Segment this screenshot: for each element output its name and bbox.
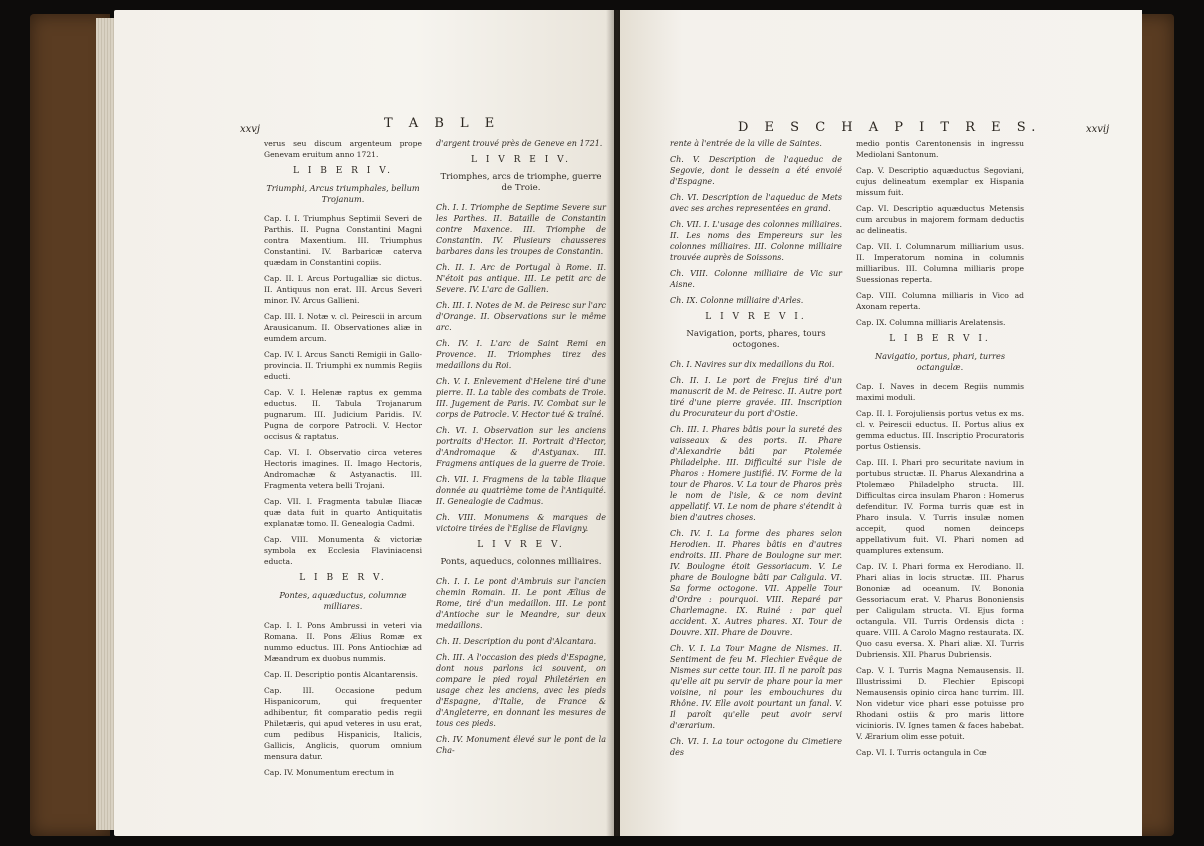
chapter-entry: Ch. III. A l'occasion des pieds d'Espagne, dont nous parlons ici souvent, on compare le pied royal Philetérien en usage chez les anciens, avec les pieds d'Espagne, d'Italie, de France & d'Angleterre, en donnant les mesures de tous ces pieds. (436, 653, 606, 728)
chapter-entry: Ch. II. I. Le port de Frejus tiré d'un manuscrit de M. de Peiresc. II. Autre port tiré d'une pierre gravée. III. Inscription du Procurateur du port d'Ostie. (670, 376, 842, 418)
chapter-entry: Cap. IV. Monumentum erectum in (264, 768, 395, 777)
chapter-entry: Cap. III. I. Notæ v. cl. Peirescii in arcum Arausicanum. II. Observationes aliæ in eumdem arcum. (264, 312, 422, 343)
chapter-entry: Ch. VI. Description de l'aqueduc de Mets avec ses arches representées en grand. (670, 193, 842, 213)
chapter-entry: Cap. VI. Descriptio aquæductus Metensis cum arcubus in majorem formam deductis ac delineatis. (856, 204, 1024, 235)
chapter-entry: Ch. VIII. Colonne milliaire de Vic sur Aisne. (670, 269, 842, 289)
chapter-entry: Ch. VII. I. L'usage des colonnes milliaires. II. Les noms des Empereurs sur les colonnes milliaires. III. Colonne milliaire trouvée auprès de Soissons. (670, 220, 842, 262)
chapter-entry: Ch. III. I. Phares bâtis pour la sureté des vaisseaux & des ports. II. Phare d'Alexandrie bâti par Ptolemée Philadelphe. III. Difficulté sur l'isle de Pharos : Homere justifié. IV. Forme de la tour de Pharos. V. La tour de Pharos près le nom de l'isle, & ce nom devint appellatif. VI. Le nom de phare s'étendit à bien d'autres choses. (670, 425, 842, 522)
chapter-entry: Ch. V. I. Enlevement d'Helene tiré d'une pierre. II. La table des combats de Troie. III. Jugement de Paris. IV. Combat sur le corps de Patrocle. V. Hector tué & traîné. (436, 377, 606, 419)
section-heading: L I V R E V I. (705, 312, 807, 322)
latin-intro: verus seu discum argenteum prope Genevam eruitum anno 1721. (264, 139, 422, 159)
left-french-column (436, 138, 606, 761)
chapter-entry: Cap. VI. I. Observatio circa veteres Hectoris imagines. II. Imago Hectoris, Andromachæ & Astyanactis. III. Fragmenta vetera belli Trojani. (264, 448, 422, 490)
right-running-head: D E S C H A P I T R E S. (738, 120, 1042, 135)
chapter-entry: Cap. II. Descriptio pontis Alcantarensis. (264, 670, 418, 679)
section-heading: L I B E R I V. (293, 166, 393, 176)
chapter-entry: Ch. III. I. Notes de M. de Peiresc sur l'arc d'Orange. II. Observations sur le même arc. (436, 301, 606, 332)
chapter-entry: Ch. I. I. Le pont d'Ambruis sur l'ancien chemin Romain. II. Le pont Ælius de Rome, tiré d'un medaillon. III. Le pont d'Antioche sur le Meandre, sur deux medaillons. (436, 577, 606, 630)
chapter-entry: Cap. I. I. Triumphus Septimii Severi de Parthis. II. Pugna Constantini Magni contra Maxentium. III. Triumphus Constantini. IV. Barbaricæ caterva quædam in Constantini copiis. (264, 214, 422, 267)
chapter-entry: Cap. VIII. Columna milliaris in Vico ad Axonam reperta. (856, 291, 1024, 311)
chapter-entry: Cap. VII. I. Columnarum milliarium usus. II. Imperatorum nomina in columnis milliaribus. III. Columna milliaris prope Suessionas reperta. (856, 242, 1024, 284)
section-heading: L I B E R V I. (889, 334, 991, 344)
chapter-entry: Cap. I. I. Pons Ambrussi in veteri via Romana. II. Pons Ælius Romæ ex nummo eductus. III. Pons Antiochiæ ad Mæandrum ex duobus nummis. (264, 621, 422, 663)
section-subtitle: Triomphes, arcs de triomphe, guerre de Troie. (440, 172, 602, 193)
chapter-entry: Cap. III. Occasione pedum Hispanicorum, qui frequenter adhibentur, fit comparatio pedis regii Philetæris, qui apud veteres in usu erat, cum pedibus Hispanicis, Italicis, Gallicis, Anglicis, quorum omnium mensura datur. (264, 686, 422, 761)
right-latin-column (856, 138, 1024, 763)
chapter-entry: Ch. IV. I. L'arc de Saint Remi en Provence. II. Triomphes tirez des medaillons du Roi. (436, 339, 606, 370)
chapter-entry: Cap. V. I. Helenæ raptus ex gemma eductus. II. Tabula Trojanarum pugnarum. III. Judicium Paridis. IV. Pugna de corpore Patrocli. V. Hector occisus & raptatus. (264, 388, 422, 441)
chapter-entry: Ch. II. I. Arc de Portugal à Rome. II. N'étoit pas antique. III. Le petit arc de Severe. IV. L'arc de Gallien. (436, 263, 606, 294)
chapter-entry: Ch. VIII. Monumens & marques de victoire tirées de l'Eglise de Flavigny. (436, 513, 606, 533)
chapter-entry: Ch. VII. I. Fragmens de la table Iliaque donnée au quatrième tome de l'Antiquité. II. Genealogie de Cadmus. (436, 475, 606, 506)
chapter-entry: Cap. V. I. Turris Magna Nemausensis. II. Illustrissimi D. Flechier Episcopi Nemausensis opinio circa hanc turrim. III. Non videtur vice phari esse potuisse pro Rhodani ostiis & pro maris littore vicinioris. IV. Ignes tamen & faces habebat. V. Ærarium olim esse potuit. (856, 666, 1024, 741)
chapter-entry: Cap. I. Naves in decem Regiis nummis maximi moduli. (856, 382, 1024, 402)
chapter-entry: Ch. I. Navires sur dix medaillons du Roi. (670, 360, 835, 369)
right-french-column (670, 138, 842, 763)
section-subtitle: Pontes, aquæductus, columnæ milliares. (279, 590, 407, 611)
chapter-entry: Ch. VI. I. Observation sur les anciens portraits d'Hector. II. Portrait d'Hector, d'Andromaque & d'Astyanax. III. Fragmens antiques de la guerre de Troie. (436, 426, 606, 468)
latin-intro: medio pontis Carentonensis in ingressu Mediolani Santonum. (856, 139, 1024, 159)
section-subtitle: Navigatio, portus, phari, turres octangulæ. (874, 351, 1006, 372)
chapter-entry: Ch. IV. I. La forme des phares selon Herodien. II. Phares bâtis en d'autres endroits. III. Phare de Boulogne sur mer. IV. Boulogne étoit Gessoriacum. V. Le phare de Boulogne bâti par Caligula. VI. Sa forme octogone. VII. Appelle Tour d'Ordre : pourquoi. VIII. Reparé par Charlemagne. IX. Ruiné : par quel accident. X. Autres phares. XI. Tour de Douvre. XII. Phare de Douvre. (670, 529, 842, 637)
left-page (114, 10, 614, 836)
french-intro: rente à l'entrée de la ville de Saintes. (670, 139, 822, 148)
section-heading: L I B E R V. (299, 573, 387, 583)
section-subtitle: Triumphi, Arcus triumphales, bellum Trojanum. (266, 183, 420, 204)
chapter-entry: Cap. IV. I. Phari forma ex Herodiano. II. Phari alias in locis structæ. III. Pharus Bononiæ ad oceanum. IV. Bononia Gessoriacum erat. V. Pharus Bononiensis per Caligulam structa. VI. Ejus forma octangula. VII. Turris Ordensis dicta : quare. VIII. A Carolo Magno restaurata. IX. Quo casu eversa. X. Phari aliæ. XI. Turris Dubriensis. XII. Pharus Dubriensis. (856, 562, 1024, 659)
chapter-entry: Cap. V. Descriptio aquæductus Segoviani, cujus delineatum exemplar ex Hispania missum fuit. (856, 166, 1024, 197)
french-intro: d'argent trouvé près de Geneve en 1721. (436, 139, 603, 148)
chapter-entry: Cap. IX. Columna milliaris Arelatensis. (856, 318, 1006, 327)
chapter-entry: Cap. VII. I. Fragmenta tabulæ Iliacæ quæ data fuit in quarto Antiquitatis explanatæ tomo. II. Genealogia Cadmi. (264, 497, 422, 528)
chapter-entry: Cap. VIII. Monumenta & victoriæ symbola ex Ecclesia Flaviniacensi educta. (264, 535, 422, 566)
chapter-entry: Ch. I. I. Triomphe de Septime Severe sur les Parthes. II. Bataille de Constantin contre Maxence. III. Triomphe de Constantin. IV. Plusieurs chausseres barbares dans les troupes de Constantin. (436, 203, 606, 256)
chapter-entry: Cap. VI. I. Turris octangula in Cœ (856, 748, 987, 757)
chapter-entry: Ch. V. Description de l'aqueduc de Segovie, dont le dessein a été envoié d'Espagne. (670, 155, 842, 186)
chapter-entry: Cap. II. I. Forojuliensis portus vetus ex ms. cl. v. Peirescii eductus. II. Portus alius ex gemma eductus. III. Inscriptio Procuratoris portus Ostiensis. (856, 409, 1024, 451)
chapter-entry: Ch. VI. I. La tour octogone du Cimetiere des (670, 737, 842, 757)
left-page-number: xxvj (240, 124, 261, 135)
section-subtitle: Navigation, ports, phares, tours octogones. (686, 329, 826, 350)
chapter-entry: Cap. II. I. Arcus Portugalliæ sic dictus. II. Antiquus non erat. III. Arcus Severi minor. IV. Arcus Gallieni. (264, 274, 422, 305)
right-page (620, 10, 1142, 836)
chapter-entry: Ch. II. Description du pont d'Alcantara. (436, 637, 597, 646)
chapter-entry: Cap. IV. I. Arcus Sancti Remigii in Gallo-provincia. II. Triumphi ex nummis Regiis educti. (264, 350, 422, 381)
section-heading: L I V R E V. (477, 540, 565, 550)
left-running-head: T A B L E (384, 116, 501, 131)
chapter-entry: Ch. V. I. La Tour Magne de Nismes. II. Sentiment de feu M. Flechier Evêque de Nismes sur cette tour. III. Il ne paroît pas qu'elle ait pu servir de phare pour la mer voisine, ni pour les embouchures du Rhône. IV. Elle avoit pourtant un fanal. V. Il paroît qu'elle peut avoir servi d'ærarium. (670, 644, 842, 730)
right-page-number: xxvij (1086, 124, 1110, 135)
left-latin-column (264, 138, 422, 783)
chapter-entry: Ch. IX. Colonne milliaire d'Arles. (670, 296, 804, 305)
section-heading: L I V R E I V. (471, 155, 571, 165)
chapter-entry: Cap. III. I. Phari pro securitate navium in portubus structæ. II. Pharus Alexandrina a Ptolemæo Philadelpho structa. III. Difficultas circa insulam Pharon : Homerus defenditur. IV. Forma turris quæ est in Pharo insula. V. Turris insulæ nomen accepit, quod nomen deinceps appellativum fuit. VI. Phari nomen ad quamplures extensum. (856, 458, 1024, 555)
section-subtitle: Ponts, aqueducs, colonnes milliaires. (440, 557, 602, 567)
chapter-entry: Ch. IV. Monument élevé sur le pont de la Cha- (436, 735, 606, 755)
